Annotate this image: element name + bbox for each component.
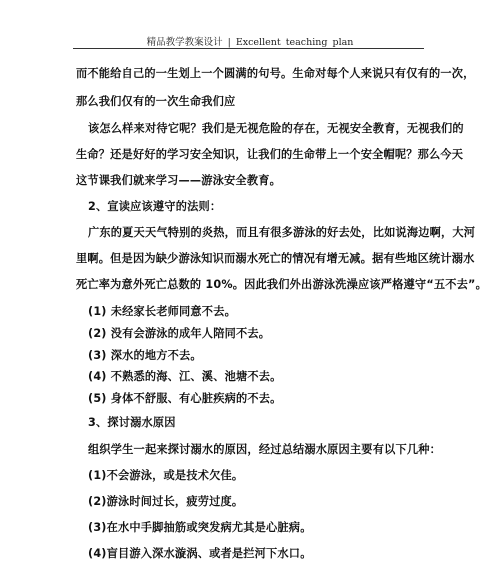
body-line: 而不能给自己的一生划上一个圆满的句号。生命对每个人来说只有仅有的一次， — [76, 67, 475, 80]
body-line: 组织学生一起来探讨溺水的原因，经过总结溺水原因主要有以下几种： — [88, 443, 442, 456]
body-line: 那么我们仅有的一次生命我们应 — [76, 95, 236, 108]
section-heading: 2、宣读应该遵守的法则： — [88, 200, 222, 213]
header-rule — [73, 48, 424, 49]
body-line: 这节课我们就来学习——游泳安全教育。 — [76, 174, 281, 187]
list-item: (2) 没有会游泳的成年人陪同不去。 — [88, 327, 271, 340]
body-line: 广东的夏天天气特别的炎热，而且有很多游泳的好去处，比如说海边啊，大河 — [88, 226, 476, 239]
body-line: 生命？还是好好的学习安全知识，让我们的生命带上一个安全帽呢？那么今天 — [76, 148, 464, 161]
page-header: 精品教学教案设计 | Excellent teaching plan — [146, 37, 354, 48]
body-line: 死亡率为意外死亡总数的 10%。因此我们外出游泳洗澡应该严格遵守“五不去”。 — [76, 278, 487, 291]
list-item: (3) 深水的地方不去。 — [88, 349, 202, 362]
list-item: (1) 未经家长老师同意不去。 — [88, 305, 236, 318]
list-item: (2)游泳时间过长，疲劳过度。 — [88, 495, 244, 508]
section-heading: 3、探讨溺水原因 — [88, 416, 176, 429]
list-item: (1)不会游泳，或是技术欠佳。 — [88, 469, 244, 482]
body-line: 里啊。但是因为缺少游泳知识而溺水死亡的情况有增无减。据有些地区统计溺水 — [76, 252, 475, 265]
list-item: (4)盲目游入深水漩涡、或者是拦河下水口。 — [88, 547, 312, 560]
list-item: (4) 不熟悉的海、江、溪、池塘不去。 — [88, 370, 282, 383]
list-item: (5) 身体不舒服、有心脏疾病的不去。 — [88, 392, 282, 405]
list-item: (3)在水中手脚抽筋或突发病尤其是心脏病。 — [88, 521, 312, 534]
body-line: 该怎么样来对待它呢？我们是无视危险的存在，无视安全教育，无视我们的 — [88, 122, 464, 135]
